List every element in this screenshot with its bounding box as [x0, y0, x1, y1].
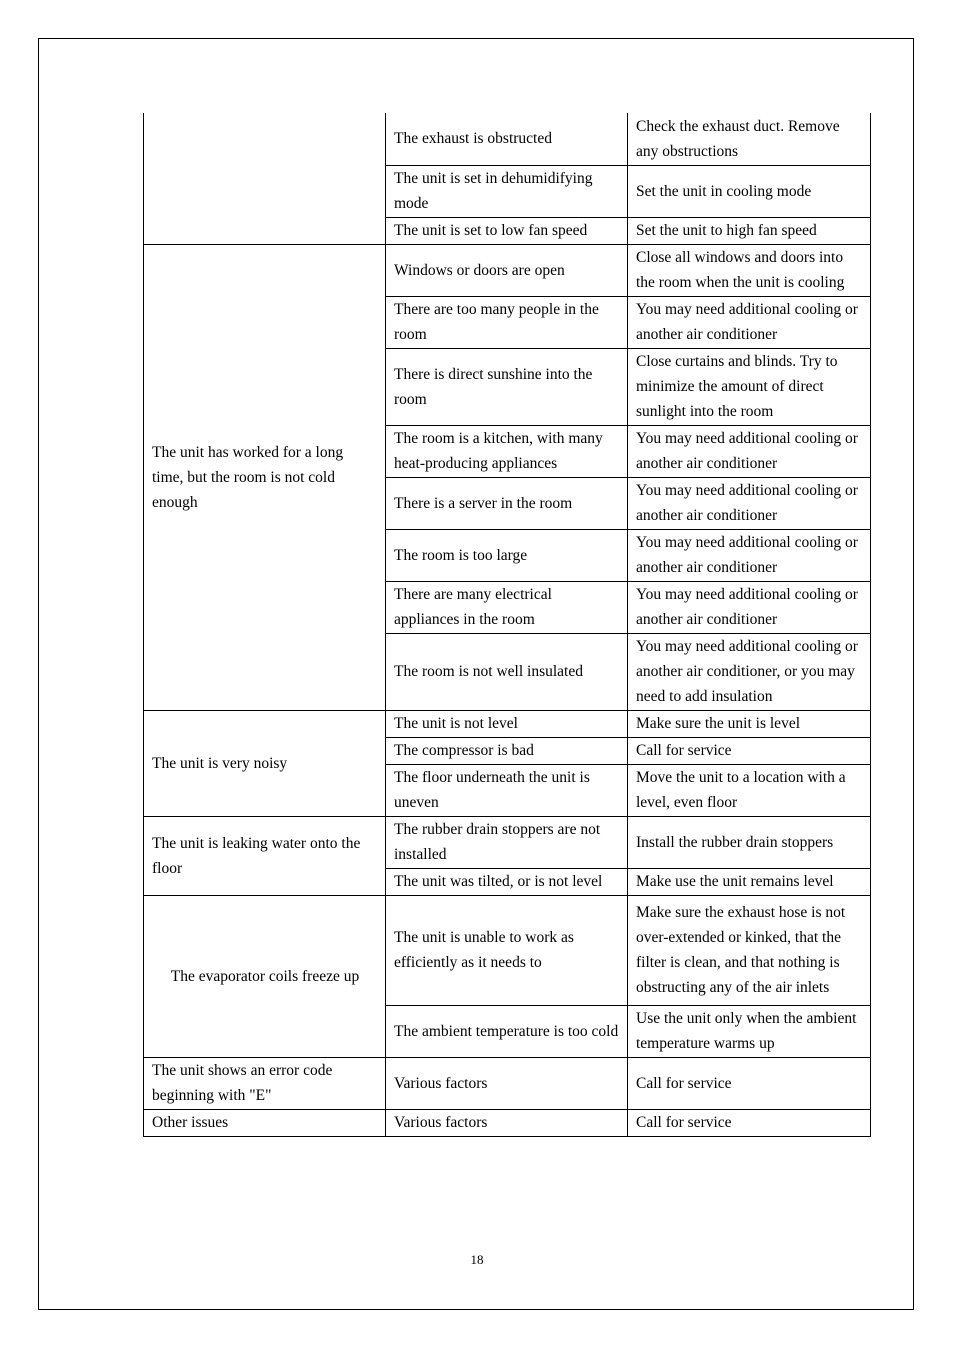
solution-cell: Set the unit in cooling mode	[628, 165, 871, 217]
cause-cell: There is a server in the room	[386, 477, 628, 529]
cause-cell: The floor underneath the unit is uneven	[386, 764, 628, 816]
cause-cell: Windows or doors are open	[386, 244, 628, 296]
problem-cell: The unit is very noisy	[144, 710, 386, 816]
table-row	[144, 710, 871, 737]
table-row	[144, 244, 871, 296]
problem-cell: Other issues	[144, 1109, 386, 1136]
table-row	[144, 1109, 871, 1136]
cause-cell: The unit was tilted, or is not level	[386, 868, 628, 895]
solution-cell: Make use the unit remains level	[628, 868, 871, 895]
solution-cell: You may need additional cooling or another air conditioner	[628, 425, 871, 477]
table-row	[144, 816, 871, 868]
solution-cell: You may need additional cooling or another air conditioner	[628, 296, 871, 348]
cause-cell: The rubber drain stoppers are not installed	[386, 816, 628, 868]
table-row	[144, 113, 871, 165]
cause-cell: The exhaust is obstructed	[386, 113, 628, 165]
cause-cell: Various factors	[386, 1057, 628, 1109]
problem-cell: The evaporator coils freeze up	[144, 895, 386, 1057]
solution-cell: Call for service	[628, 1109, 871, 1136]
cause-cell: The unit is not level	[386, 710, 628, 737]
cause-cell: The room is too large	[386, 529, 628, 581]
cause-cell: There are many electrical appliances in the room	[386, 581, 628, 633]
cause-cell: There is direct sunshine into the room	[386, 348, 628, 425]
cause-cell: The unit is set to low fan speed	[386, 217, 628, 244]
solution-cell: Close all windows and doors into the room when the unit is cooling	[628, 244, 871, 296]
problem-cell: The unit has worked for a long time, but the room is not cold enough	[144, 244, 386, 710]
solution-cell: Call for service	[628, 1057, 871, 1109]
solution-cell: You may need additional cooling or another air conditioner	[628, 581, 871, 633]
solution-cell: Install the rubber drain stoppers	[628, 816, 871, 868]
solution-cell: Make sure the unit is level	[628, 710, 871, 737]
solution-cell: Call for service	[628, 737, 871, 764]
page-number: 18	[470, 1252, 484, 1267]
solution-cell: Set the unit to high fan speed	[628, 217, 871, 244]
cause-cell: There are too many people in the room	[386, 296, 628, 348]
problem-cell: The unit is leaking water onto the floor	[144, 816, 386, 895]
solution-cell: Close curtains and blinds. Try to minimize the amount of direct sunlight into the room	[628, 348, 871, 425]
table-row	[144, 1057, 871, 1109]
solution-cell: Make sure the exhaust hose is not over-extended or kinked, that the filter is clean, and that nothing is obstructing any of the air inlets	[628, 895, 871, 1005]
problem-cell: The unit shows an error code beginning with "E"	[144, 1057, 386, 1109]
solution-cell: You may need additional cooling or another air conditioner	[628, 529, 871, 581]
solution-cell: Move the unit to a location with a level, even floor	[628, 764, 871, 816]
cause-cell: The unit is set in dehumidifying mode	[386, 165, 628, 217]
cause-cell: The room is not well insulated	[386, 633, 628, 710]
cause-cell: The ambient temperature is too cold	[386, 1005, 628, 1057]
cause-cell: The room is a kitchen, with many heat-producing appliances	[386, 425, 628, 477]
cause-cell: The compressor is bad	[386, 737, 628, 764]
solution-cell: You may need additional cooling or another air conditioner	[628, 477, 871, 529]
cause-cell: Various factors	[386, 1109, 628, 1136]
solution-cell: Check the exhaust duct. Remove any obstructions	[628, 113, 871, 165]
table-row	[144, 895, 871, 1005]
cause-cell: The unit is unable to work as efficiently as it needs to	[386, 895, 628, 1005]
solution-cell: Use the unit only when the ambient temperature warms up	[628, 1005, 871, 1057]
troubleshooting-table	[143, 113, 871, 1137]
problem-cell	[144, 113, 386, 244]
solution-cell: You may need additional cooling or another air conditioner, or you may need to add insulation	[628, 633, 871, 710]
